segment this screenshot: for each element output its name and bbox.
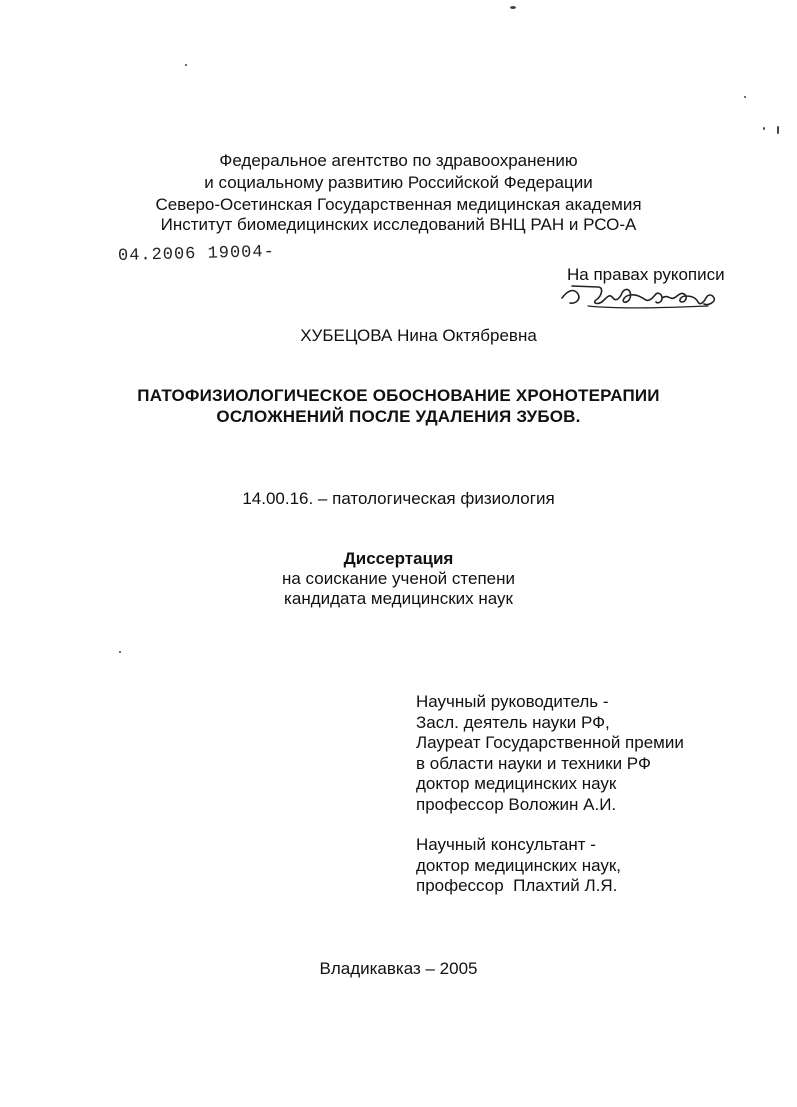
registration-stamp: 04.2006 19004- (117, 242, 276, 267)
supervisor-line: доктор медицинских наук (416, 774, 617, 793)
consultant-block (416, 835, 621, 897)
degree-line-2: кандидата медицинских наук (284, 589, 513, 608)
supervisor-line: Засл. деятель науки РФ, (416, 712, 610, 732)
dissertation-label: Диссертация (343, 549, 454, 568)
city-year: Владикавказ – 2005 (319, 959, 478, 978)
consultant-line: профессор Плахтий Л.Я. (416, 876, 618, 895)
manuscript-note: На правах рукописи (567, 265, 725, 284)
scan-speck (510, 6, 516, 9)
supervisor-line: профессор Воложин А.И. (416, 794, 617, 814)
scan-speck (119, 651, 121, 653)
consultant-line: доктор медицинских наук, (416, 855, 622, 875)
scan-speck (185, 64, 187, 66)
institution-line-2: и социальному развитию Российской Федерации (204, 173, 593, 192)
degree-line-1: на соискание ученой степени (281, 569, 515, 588)
scan-speck (744, 96, 746, 98)
scan-speck (763, 127, 765, 130)
dissertation-title-line-2: ОСЛОЖНЕНИЙ ПОСЛЕ УДАЛЕНИЯ ЗУБОВ. (216, 407, 581, 426)
consultant-line: Научный консультант - (416, 835, 596, 854)
supervisor-line: Лауреат Государственной премии (416, 733, 684, 752)
supervisor-line: в области науки и техники РФ (416, 753, 651, 773)
specialty-code: 14.00.16. – патологическая физиология (242, 489, 555, 508)
institution-line-4: Институт биомедицинских исследований ВНЦ РАН и РСО-А (160, 215, 637, 234)
institution-line-3: Северо-Осетинская Государственная медицинская академия (155, 195, 642, 214)
supervisor-line: Научный руководитель - (416, 692, 609, 711)
supervisor-block (416, 692, 684, 815)
dissertation-title-line-1: ПАТОФИЗИОЛОГИЧЕСКОЕ ОБОСНОВАНИЕ ХРОНОТЕРАПИИ (137, 386, 660, 405)
handwritten-signature (558, 276, 718, 316)
institution-line-1: Федеральное агентство по здравоохранению (219, 151, 578, 170)
author-name: ХУБЕЦОВА Нина Октябревна (300, 326, 537, 345)
scan-speck (777, 126, 779, 134)
